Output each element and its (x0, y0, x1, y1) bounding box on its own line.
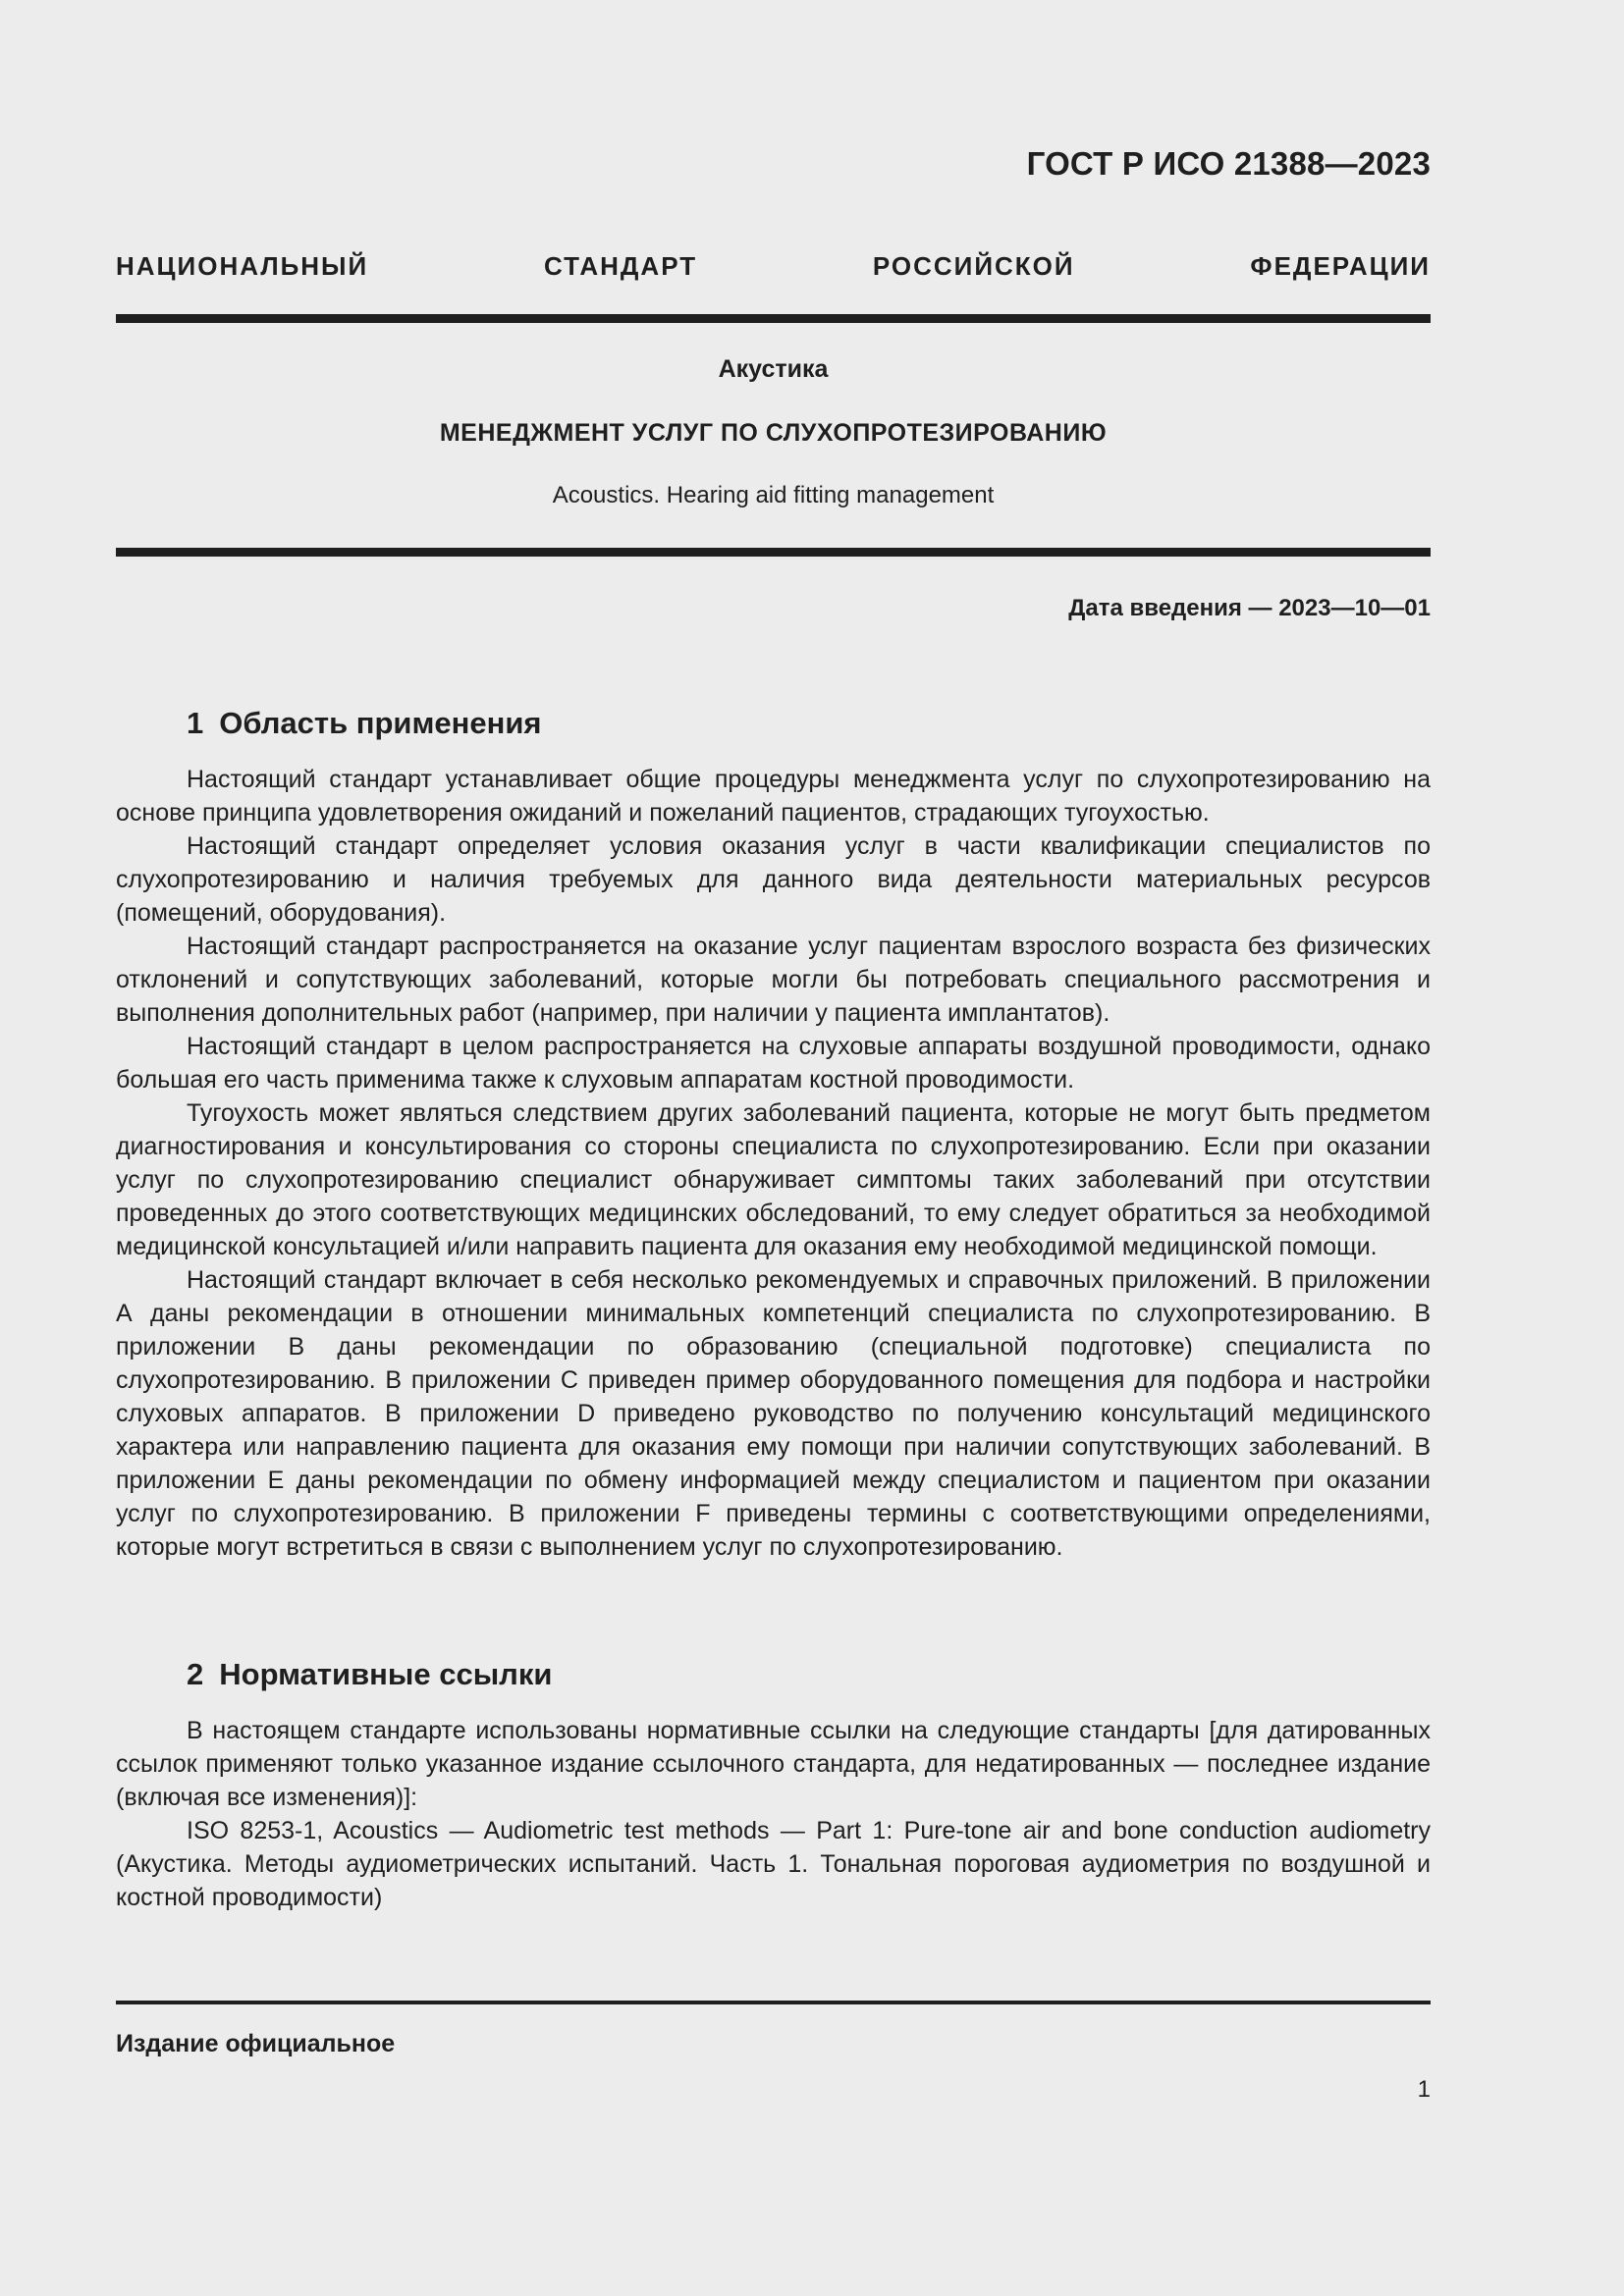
section-heading-normative-references (187, 1657, 552, 1692)
paragraph: Настоящий стандарт распространяется на оказание услуг пациентам взрослого возраста без физических отклонений и сопутствующих заболеваний, которые могли бы потребовать специального рассмотрения и выполнения дополнительных работ (например, при наличии у пациента имплантатов). (116, 933, 1431, 1027)
section-number: 2 (187, 1657, 204, 1691)
subject-title: Акустика (718, 355, 829, 383)
paragraph: Настоящий стандарт определяет условия оказания услуг в части квалификации специалистов по слухопротезированию и наличия требуемых для данного вида деятельности материальных ресурсов (помещений, оборудования). (116, 832, 1431, 927)
top-divider (116, 314, 1431, 323)
paragraph: Настоящий стандарт включает в себя несколько рекомендуемых и справочных приложений. В приложении А даны рекомендации в отношении минимальных компетенций специалиста по слухопротезированию. В приложении В даны рекомендации по образованию (специальной подготовке) специалиста по слухопротезированию. В приложении С приведен пример оборудованного помещения для подбора и настройки слуховых аппаратов. В приложении D приведено руководство по получению консультаций медицинского характера или направлению пациента для оказания ему помощи при наличии сопутствующих заболеваний. В приложении Е даны рекомендации по обмену информацией между специалистом и пациентом при оказании услуг по слухопротезированию. В приложении F приведены термины с соответствующими определениями, которые могут встретиться в связи с выполнением услуг по слухопротезированию. (116, 1266, 1431, 1561)
footer-divider (116, 2001, 1431, 2004)
section-heading-scope (187, 706, 542, 741)
official-edition-label: Издание официальное (116, 2030, 396, 2057)
introduction-date: Дата введения — 2023—10—01 (1068, 595, 1431, 621)
section-title: Нормативные ссылки (219, 1657, 553, 1691)
gost-number: ГОСТ Р ИСО 21388—2023 (1026, 145, 1431, 182)
section-body-scope (116, 763, 1431, 1564)
section-number: 1 (187, 706, 204, 740)
section-body-normative-references (116, 1714, 1431, 1914)
paragraph: Тугоухость может являться следствием других заболеваний пациента, которые не могут быть предметом диагностирования и консультирования со стороны специалиста по слухопротезированию. Если при оказании услуг по слухопротезированию специалист обнаруживает симптомы таких заболеваний при отсутствии проведенных до этого соответствующих медицинских обследований, то ему следует обратиться за необходимой медицинской консультацией и/или направить пациента для оказания ему необходимой медицинской помощи. (116, 1099, 1431, 1260)
title-divider (116, 548, 1431, 557)
reference-item: ISO 8253-1, Acoustics — Audiometric test methods — Part 1: Pure-tone air and bone conduction audiometry (Акустика. Методы аудиометрических испытаний. Часть 1. Тональная пороговая аудиометрия по воздушной и костной проводимости) (116, 1817, 1431, 1911)
paragraph: В настоящем стандарте использованы нормативные ссылки на следующие стандарты [для датированных ссылок применяют только указанное издание ссылочного стандарта, для недатированных — последнее издание (включая все изменения)]: (116, 1717, 1431, 1811)
national-standard-banner: НАЦИОНАЛЬНЫЙ СТАНДАРТ РОССИЙСКОЙ ФЕДЕРАЦИИ (116, 251, 1431, 281)
paragraph: Настоящий стандарт устанавливает общие процедуры менеджмента услуг по слухопротезированию на основе принципа удовлетворения ожиданий и пожеланий пациентов, страдающих тугоухостью. (116, 766, 1431, 827)
document-title: МЕНЕДЖМЕНТ УСЛУГ ПО СЛУХОПРОТЕЗИРОВАНИЮ (439, 419, 1108, 447)
page-number: 1 (1417, 2076, 1431, 2103)
document-title-english: Acoustics. Hearing aid fitting management (552, 482, 995, 508)
section-title: Область применения (219, 706, 542, 740)
document-page (116, 0, 1431, 2296)
paragraph: Настоящий стандарт в целом распространяется на слуховые аппараты воздушной проводимости, однако большая его часть применима также к слуховым аппаратам костной проводимости. (116, 1033, 1431, 1094)
